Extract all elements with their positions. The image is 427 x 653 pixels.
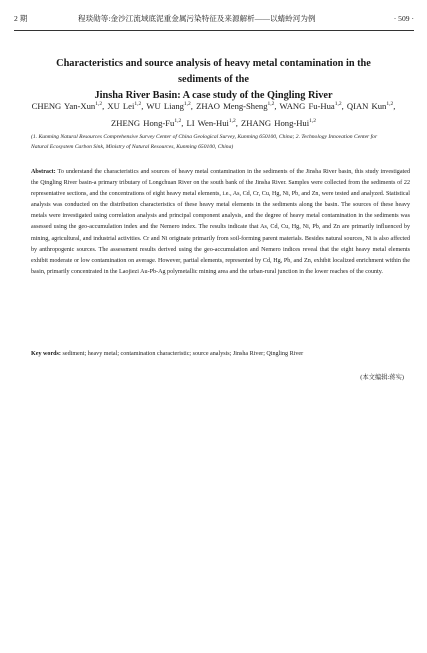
author-affiliation-mark: 1,2 [334,101,342,107]
paper-title-line-2: Jinsha River Basin: A case study of the Qingling River [94,90,333,101]
author-line-2: ZHENG Hong-Fu$^{1,2}$, LI Wen-Hui$^{1,2}$, ZHANG Hong-Hui$^{1,2}$ [111,118,316,128]
keywords-text: sediment; heavy metal; contamination characteristic; source analysis; Jinsha River; Qingling River [62,351,304,357]
running-title: 程琰勋等:金沙江流域底泥重金属污染特征及来源解析——以蜻蛉河为例 [78,14,316,23]
author-name: WU Liang [146,101,184,111]
author-affiliation-mark: 1,2 [134,101,142,107]
author-name: ZHENG Hong-Fu [111,118,175,128]
editor-note: (本文编辑:蒋实) [360,374,404,381]
issue-number: 2 期 [14,14,28,23]
author-name: CHENG Yan-Xun [31,101,96,111]
author-affiliation-mark: 1,2 [183,101,191,107]
author-name: QIAN Kun [346,101,387,111]
author-line-1: CHENG Yan-Xun$^{1,2}$, XU Lei$^{1,2}$, WU Liang$^{1,2}$, ZHAO Meng-Sheng$^{1,2}$, WANG Fu-Hua$^{1,2}$, QIAN Kun$^{1,2}$, [31,101,396,111]
author-affiliation-mark: 1,2 [174,118,182,124]
header-divider [14,30,414,31]
running-header [14,12,414,26]
affiliation-line-2: Natural Ecosystem Carbon Sink, Ministry of Natural Resources, Kunming 650100, China) [31,144,234,150]
abstract [31,167,410,278]
page-number: · 509 · [393,14,414,23]
keywords [31,349,410,360]
author-affiliation-mark: 1,2 [95,101,103,107]
author-name: ZHANG Hong-Hui [241,118,310,128]
author-list [20,98,407,132]
author-affiliation-mark: 1,2 [386,101,394,107]
affiliation-line-1: (1. Kunming Natural Resources Comprehensive Survey Center of China Geological Survey, Kunming 650100, China; 2. Technology Innovation Center for [31,134,378,140]
author-name: XU Lei [107,101,135,111]
paper-title-line-1: Characteristics and source analysis of heavy metal contamination in the sediments of the [56,58,371,85]
author-name: LI Wen-Hui [186,118,229,128]
author-name: WANG Fu-Hua [279,101,335,111]
paper-title [40,56,387,104]
abstract-label: Abstract: [31,169,56,175]
author-name: ZHAO Meng-Sheng [196,101,268,111]
abstract-text: To understand the characteristics and sources of heavy metal contamination in the sediments of the Jinsha River basin, this study investigated the Qingling River basin-a primary tributary of Longchuan River on the south bank of the Jinsha River. Samples were collected from the sediments of 22 representative sections, and the concentrations of eight heavy metal elements, i.e., As, Cd, Cr, Cu, Hg, Ni, Pb, and Zn, were tested and analyzed. Statistical analysis was conducted on the distribution characteristics of these heavy metal elements in the sediments along the basin. The sources of these heavy metals were investigated using correlation analysis and principal component analysis, and the degree of heavy metal contamination in the sediments was assessed using the geo-accumulation index and the Nemero index. The results indicate that As, Cd, Cu, Hg, Ni, Pb, and Zn are primarily influenced by mining, agricultural, and industrial activities. Cr and Ni originate primarily from soil-forming parent materials. Besides natural sources, Ni is also affected by anthropogenic sources. The assessment results derived using the geo-accumulation and Nemero indices reveal that the eight heavy metal elements exhibit moderate or low contamination on average. However, partial elements, represented by Cd, Hg, Pb, and Zn, exhibit localized enrichment within the basin, primarily concentrated in the Laojiezi Au-Pb-Ag polymetallic mining area and the urban-rural junction in the lower reaches of the county. [31,169,410,275]
author-affiliation-mark: 1,2 [228,118,236,124]
author-affiliation-mark: 1,2 [309,118,316,124]
author-affiliation-mark: 1,2 [267,101,275,107]
keywords-label: Key words: [31,351,61,357]
affiliations [31,132,413,152]
